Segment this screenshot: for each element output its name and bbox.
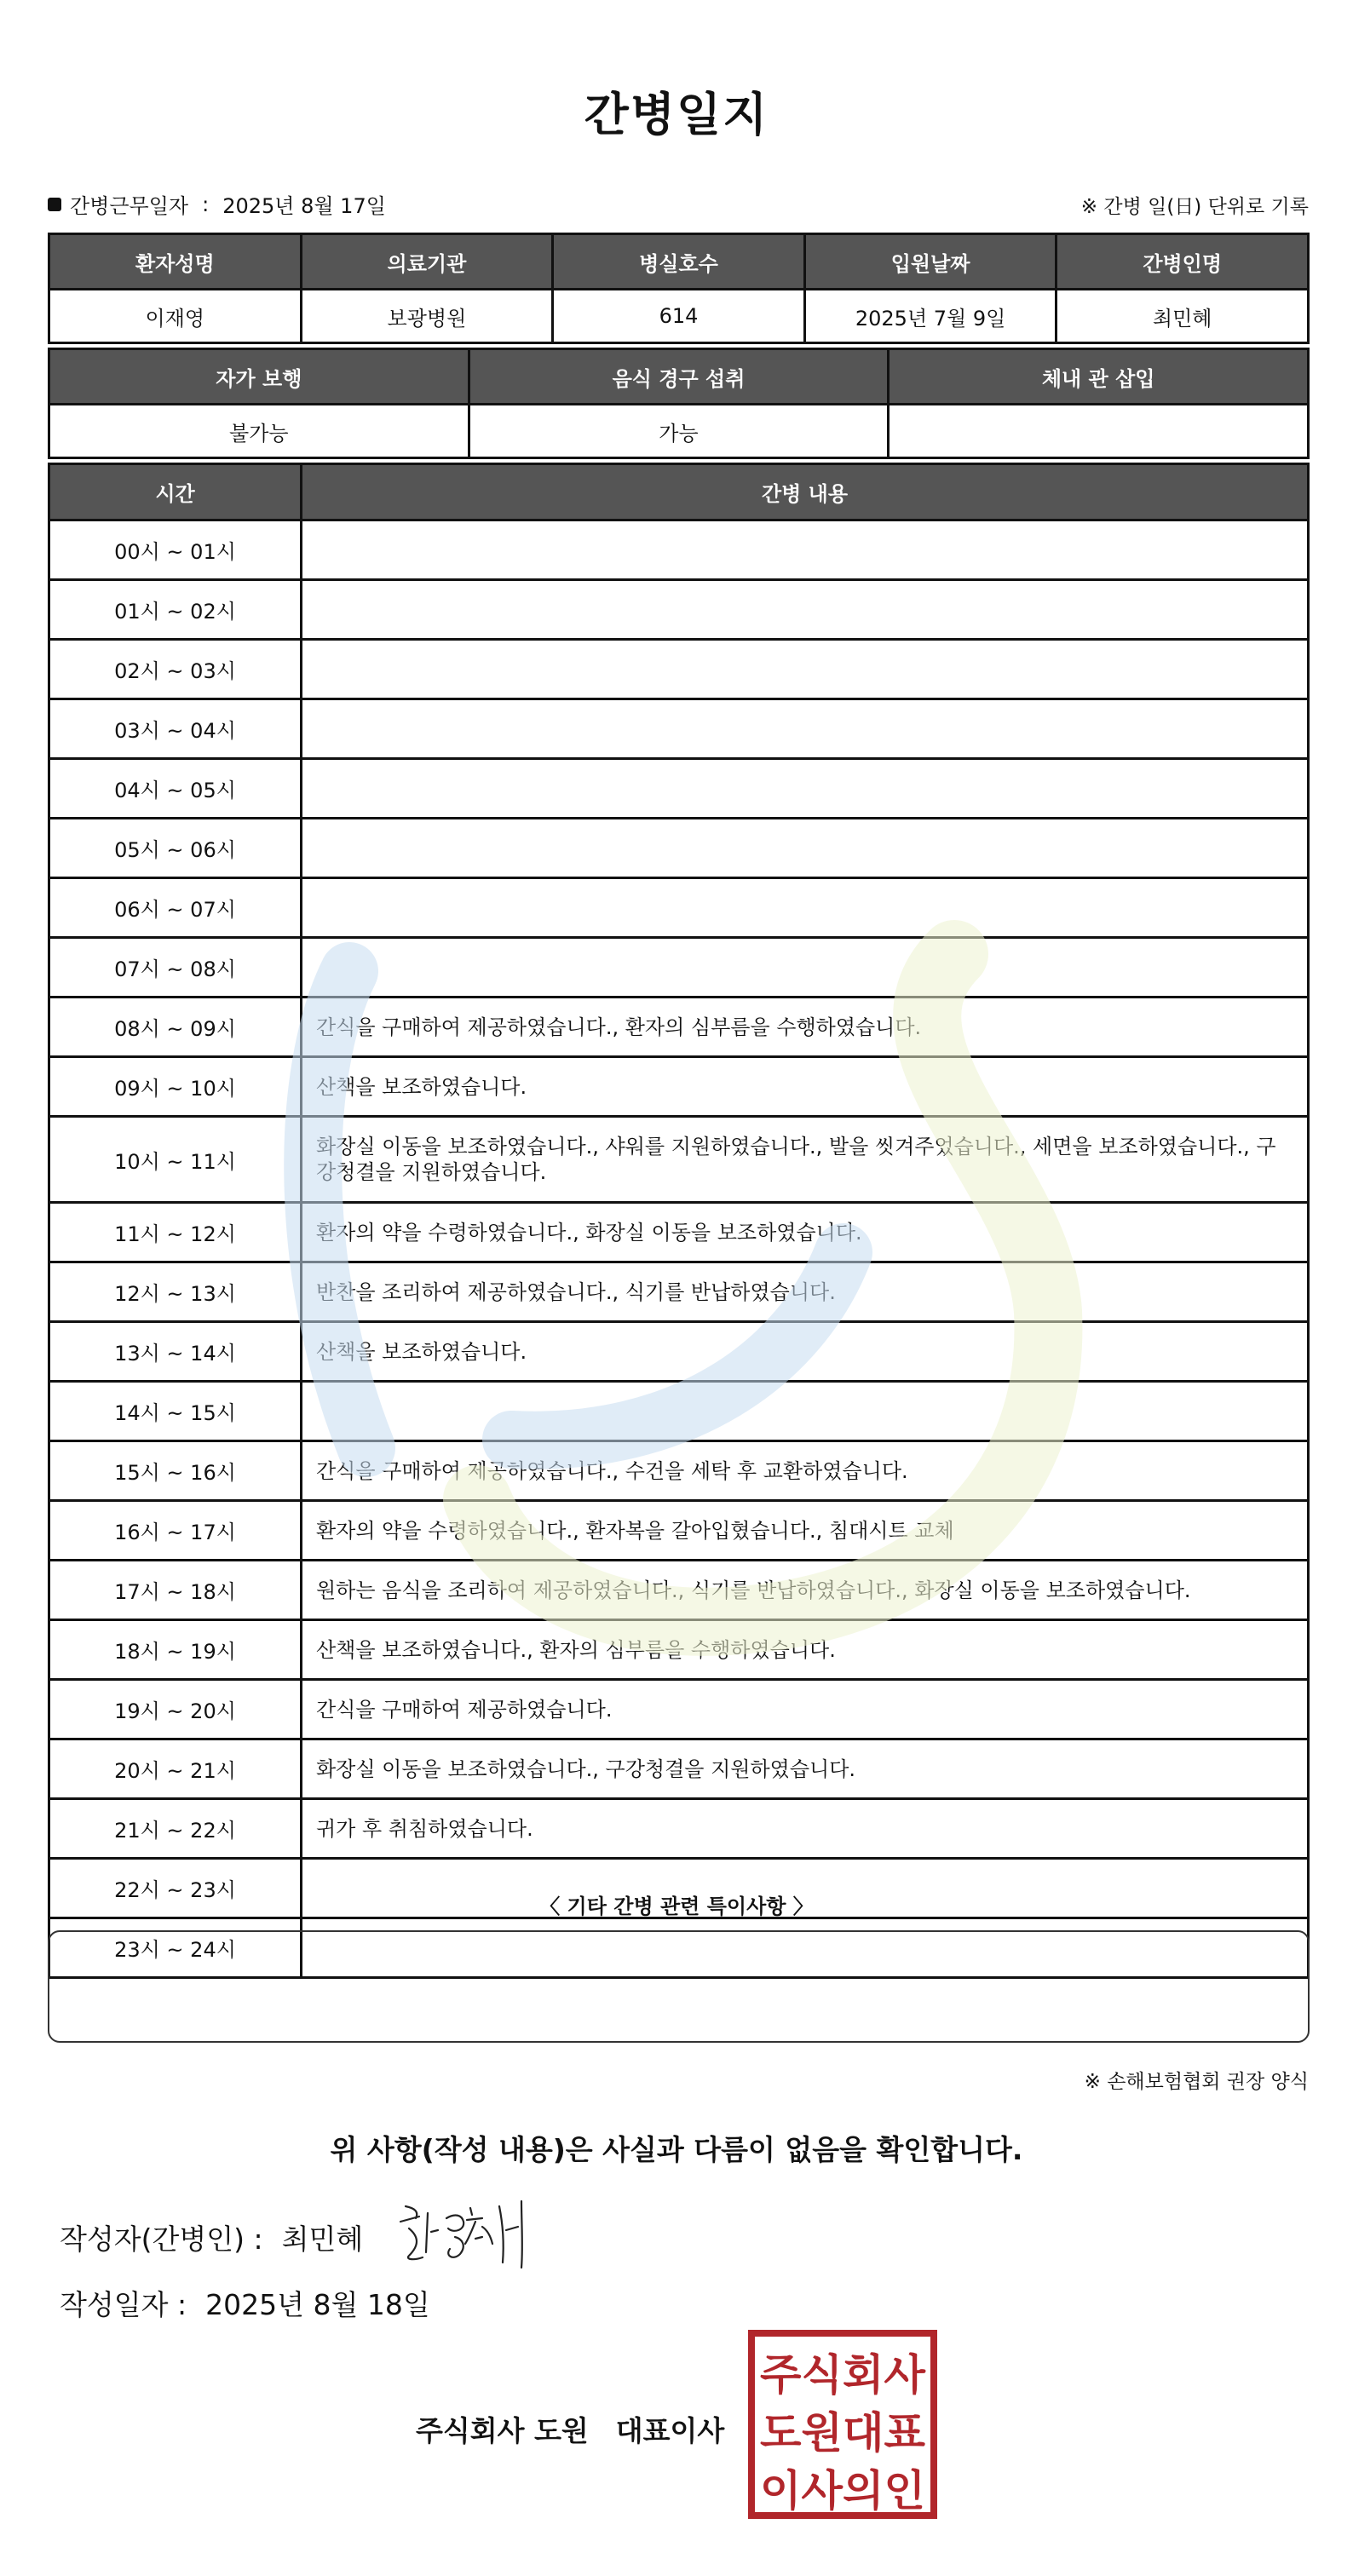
work-date-label: 간병근무일자 xyxy=(70,194,189,218)
company-representative: 대표이사 xyxy=(615,2414,725,2447)
log-content-cell: 간식을 구매하여 제공하였습니다. xyxy=(302,1680,1309,1739)
value-self-walking: 불가능 xyxy=(49,405,469,458)
log-content-cell: 반찬을 조리하여 제공하였습니다., 식기를 반납하였습니다. xyxy=(302,1262,1309,1322)
log-content-cell: 귀가 후 취침하였습니다. xyxy=(302,1799,1309,1859)
log-time-cell: 14시 ~ 15시 xyxy=(49,1382,302,1441)
header-time: 시간 xyxy=(49,464,302,520)
value-admission-date: 2025년 7월 9일 xyxy=(804,290,1056,343)
writer-line xyxy=(60,2217,363,2257)
log-time-cell: 02시 ~ 03시 xyxy=(49,640,302,699)
log-row xyxy=(49,580,1309,640)
seal-text-line: 주식회사 xyxy=(760,2350,926,2400)
value-institution: 보광병원 xyxy=(301,290,553,343)
log-row xyxy=(49,878,1309,938)
header-tube-insertion: 체내 관 삽입 xyxy=(889,349,1309,405)
header-admission-date: 입원날짜 xyxy=(804,234,1056,290)
seal-text-line: 이사의인 xyxy=(760,2466,925,2516)
log-content-cell: 산책을 보조하였습니다., 환자의 심부름을 수행하였습니다. xyxy=(302,1620,1309,1680)
handwritten-signature xyxy=(394,2189,556,2274)
log-time-cell: 22시 ~ 23시 xyxy=(49,1859,302,1918)
log-content-cell xyxy=(302,878,1309,938)
log-row xyxy=(49,1117,1309,1203)
log-time-cell: 05시 ~ 06시 xyxy=(49,819,302,878)
company-seal-stamp xyxy=(748,2330,937,2519)
log-time-cell: 09시 ~ 10시 xyxy=(49,1057,302,1117)
log-content-cell xyxy=(302,1382,1309,1441)
log-time-cell: 07시 ~ 08시 xyxy=(49,938,302,998)
log-time-cell: 16시 ~ 17시 xyxy=(49,1501,302,1561)
log-row xyxy=(49,1739,1309,1799)
log-time-cell: 03시 ~ 04시 xyxy=(49,699,302,759)
log-row xyxy=(49,640,1309,699)
log-row xyxy=(49,1501,1309,1561)
patient-info-header-row xyxy=(49,234,1309,290)
log-header-row xyxy=(49,464,1309,520)
value-caregiver-name: 최민혜 xyxy=(1056,290,1309,343)
work-date-line xyxy=(48,189,386,219)
log-row xyxy=(49,819,1309,878)
log-content-cell: 산책을 보조하였습니다. xyxy=(302,1057,1309,1117)
special-notes-box xyxy=(48,1930,1310,2043)
hourly-care-log-table xyxy=(48,463,1310,1979)
log-content-cell: 환자의 약을 수령하였습니다., 환자복을 갈아입혔습니다., 침대시트 교체 xyxy=(302,1501,1309,1561)
log-time-cell: 13시 ~ 14시 xyxy=(49,1322,302,1382)
work-date-separator: : xyxy=(202,192,210,216)
log-body xyxy=(49,520,1309,1978)
patient-status-table xyxy=(48,348,1310,459)
log-time-cell: 21시 ~ 22시 xyxy=(49,1799,302,1859)
log-content-cell xyxy=(302,819,1309,878)
log-time-cell: 04시 ~ 05시 xyxy=(49,759,302,819)
log-time-cell: 12시 ~ 13시 xyxy=(49,1262,302,1322)
log-content-cell xyxy=(302,580,1309,640)
log-content-cell xyxy=(302,938,1309,998)
log-content-cell: 간식을 구매하여 제공하였습니다., 수건을 세탁 후 교환하였습니다. xyxy=(302,1441,1309,1501)
header-caregiver-name: 간병인명 xyxy=(1056,234,1309,290)
company-line xyxy=(416,2409,724,2449)
written-date-line xyxy=(60,2283,430,2323)
header-oral-intake: 음식 경구 섭취 xyxy=(469,349,889,405)
written-date-label: 작성일자 : xyxy=(60,2288,187,2321)
patient-info-value-row xyxy=(49,290,1309,343)
header-room-number: 병실호수 xyxy=(553,234,805,290)
recommendation-note: ※ 손해보험협회 권장 양식 xyxy=(1084,2071,1309,2093)
log-row xyxy=(49,1799,1309,1859)
log-content-cell: 환자의 약을 수령하였습니다., 화장실 이동을 보조하였습니다. xyxy=(302,1203,1309,1262)
log-time-cell: 11시 ~ 12시 xyxy=(49,1203,302,1262)
log-content-cell: 화장실 이동을 보조하였습니다., 샤워를 지원하였습니다., 발을 씻겨주었습니다., 세면을 보조하였습니다., 구강청결을 지원하였습니다. xyxy=(302,1117,1309,1203)
header-institution: 의료기관 xyxy=(301,234,553,290)
seal-text-line: 도원대표 xyxy=(760,2408,926,2458)
log-time-cell: 10시 ~ 11시 xyxy=(49,1117,302,1203)
value-tube-insertion xyxy=(889,405,1309,458)
patient-info-table xyxy=(48,233,1310,344)
notes-title: 〈 기타 간병 관련 특이사항 〉 xyxy=(539,1895,814,1918)
value-patient-name: 이재영 xyxy=(49,290,302,343)
log-content-cell: 산책을 보조하였습니다. xyxy=(302,1322,1309,1382)
writer-name: 최민혜 xyxy=(281,2222,364,2256)
value-oral-intake: 가능 xyxy=(469,405,889,458)
log-row xyxy=(49,759,1309,819)
document-title: 간병일지 xyxy=(584,88,769,141)
log-row xyxy=(49,520,1309,580)
patient-status-value-row xyxy=(49,405,1309,458)
log-content-cell xyxy=(302,699,1309,759)
log-row xyxy=(49,1322,1309,1382)
log-time-cell: 06시 ~ 07시 xyxy=(49,878,302,938)
work-date-value: 2025년 8월 17일 xyxy=(222,194,386,218)
log-time-cell: 15시 ~ 16시 xyxy=(49,1441,302,1501)
log-content-cell: 화장실 이동을 보조하였습니다., 구강청결을 지원하였습니다. xyxy=(302,1739,1309,1799)
log-content-cell xyxy=(302,520,1309,580)
header-patient-name: 환자성명 xyxy=(49,234,302,290)
log-time-cell: 23시 ~ 24시 xyxy=(49,1918,302,1978)
log-time-cell: 00시 ~ 01시 xyxy=(49,520,302,580)
header-self-walking: 자가 보행 xyxy=(49,349,469,405)
log-time-cell: 19시 ~ 20시 xyxy=(49,1680,302,1739)
confirmation-statement: 위 사항(작성 내용)은 사실과 다름이 없음을 확인합니다. xyxy=(330,2133,1023,2166)
log-content-cell xyxy=(302,640,1309,699)
log-row xyxy=(49,1203,1309,1262)
log-row xyxy=(49,1561,1309,1620)
log-content-cell xyxy=(302,759,1309,819)
written-date-value: 2025년 8월 18일 xyxy=(205,2288,430,2321)
log-time-cell: 20시 ~ 21시 xyxy=(49,1739,302,1799)
company-name: 주식회사 도원 xyxy=(416,2414,589,2447)
value-room-number: 614 xyxy=(553,290,805,343)
patient-status-header-row xyxy=(49,349,1309,405)
log-row xyxy=(49,1057,1309,1117)
log-row xyxy=(49,1441,1309,1501)
log-row xyxy=(49,998,1309,1057)
log-time-cell: 08시 ~ 09시 xyxy=(49,998,302,1057)
log-time-cell: 01시 ~ 02시 xyxy=(49,580,302,640)
log-content-cell: 원하는 음식을 조리하여 제공하였습니다., 식기를 반납하였습니다., 화장실 이동을 보조하였습니다. xyxy=(302,1561,1309,1620)
log-row xyxy=(49,1382,1309,1441)
header-care-content: 간병 내용 xyxy=(302,464,1309,520)
unit-note: ※ 간병 일(日) 단위로 기록 xyxy=(1080,196,1309,218)
log-time-cell: 17시 ~ 18시 xyxy=(49,1561,302,1620)
log-row xyxy=(49,1262,1309,1322)
log-row xyxy=(49,938,1309,998)
log-row xyxy=(49,699,1309,759)
log-content-cell: 간식을 구매하여 제공하였습니다., 환자의 심부름을 수행하였습니다. xyxy=(302,998,1309,1057)
square-bullet-icon xyxy=(48,198,61,211)
log-time-cell: 18시 ~ 19시 xyxy=(49,1620,302,1680)
writer-label: 작성자(간병인) : xyxy=(60,2222,263,2256)
log-row xyxy=(49,1680,1309,1739)
log-row xyxy=(49,1620,1309,1680)
